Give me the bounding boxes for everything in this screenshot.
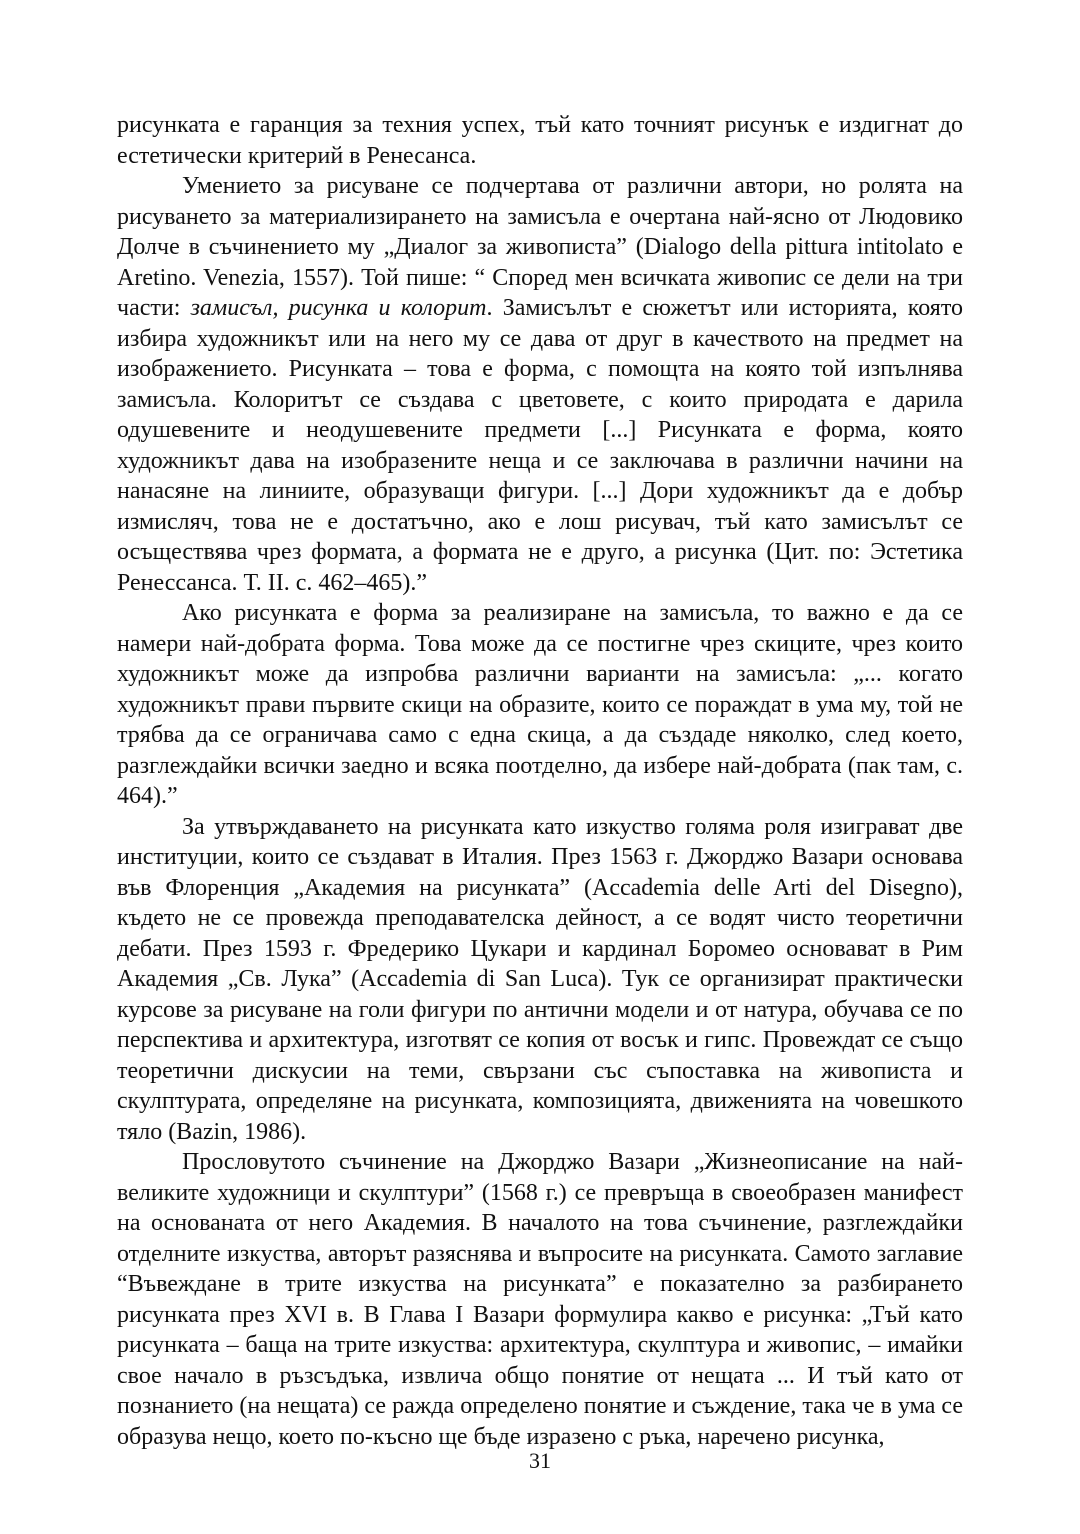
paragraph-2-text-a: Умението за рисуване се подчертава от различни автори, но ролята на рисуването за материализирането на замисъла е очертана най-ясно от Людовико Долче в съчинението му „Диалог за живописта” (Dialogo della pittura intitolato e Aretino. Venezia, 1557). Той пише: “ Според мен всичката живопис се дели на три части: [117, 173, 963, 321]
paragraph-4: За утвърждаването на рисунката като изкуство голяма роля изиграват две институции, които се създават в Италия. През 1563 г. Джорджо Вазари основава във Флоренция „Академия на рисунката” (Accademia delle Arti del Disegno), където не се провежда преподавателска дейност, а се водят чисто теоретични дебати. През 1593 г. Фредерико Цукари и кардинал Боромео основават в Рим Академия „Св. Лука” (Accademia di San Luca). Тук се организират практически курсове за рисуване на голи фигури по антични модели и от натура, обучава се по перспектива и архитектура, изготвят се копия от восък и гипс. Провеждат се също теоретични дискусии на теми, свързани със съпоставка на живописта и скулптурата, определяне на рисунката, композицията, движенията на човешкото тяло (Bazin, 1986). [117, 813, 963, 1145]
paragraph-2 [117, 171, 963, 598]
paragraph-5: Прословутото съчинение на Джорджо Вазари „Жизнеописание на най-великите художници и скулптури” (1568 г.) се превръща в своеобразен манифест на основаната от него Академия. В началото на това съчинение, разглеждайки отделните изкуства, авторът разяснява и въпросите на рисунката. Самото заглавие “Въвеждане в трите изкуства на рисунката” е показателно за разбирането рисунката през XVI в. В Глава I Вазари формулира какво е рисунка: „Тъй като рисунката – баща на трите изкуства: архитектура, скулптура и живопис, – имайки свое начало в ръзсъдъка, извлича общо понятие от нещата ... И тъй като от познанието (на нещата) се ражда определено понятие и съждение, така че в ума се образува нещо, което по-късно ще бъде изразено с ръка, наречено рисунка, [117, 1149, 963, 1450]
paragraph-2-italic-phrase: замисъл, рисунка и колорит [190, 295, 487, 321]
paragraph-1: рисунката е гаранция за техния успех, тъй като точният рисунък е издигнат до естетически критерий в Ренесанса. [117, 112, 963, 169]
paragraph-2-text-b: . Замисълът е сюжетът или историята, която избира художникът или на него му се дава от друг в качеството на предмет на изображението. Рисунката – това е форма, с помощта на която той изпълнява замисъла. Колоритът се създава с цветовете, с които природата е дарила одушевените и неодушевените предмети [...] Рисунката е форма, която художникът дава на изобразените неща и се заключава в различни начини на нанасяне на линиите, образуващи фигури. [...] Дори художникът да е добър измисляч, това не е достатъчно, ако е лош рисувач, тъй като замисълът се осъществява чрез формата, а формата не е друго, а рисунка (Цит. по: Эстетика Ренессанса. Т. II. с. 462–465).” [117, 295, 964, 596]
page-number: 31 [529, 1448, 551, 1473]
paragraph-3: Ако рисунката е форма за реализиране на замисъла, то важно е да се намери най-добрата форма. Това може да се постигне чрез скиците, чрез които художникът може да изпробва различни варианти на замисъла: „... когато художникът прави първите скици на образите, които се пораждат в ума му, той не трябва да се ограничава само с една скица, а да създаде няколко, след което, разглеждайки всички заедно и всяка поотделно, да избере най-добрата (пак там, с. 464).” [117, 600, 963, 809]
page-body [117, 110, 963, 1452]
